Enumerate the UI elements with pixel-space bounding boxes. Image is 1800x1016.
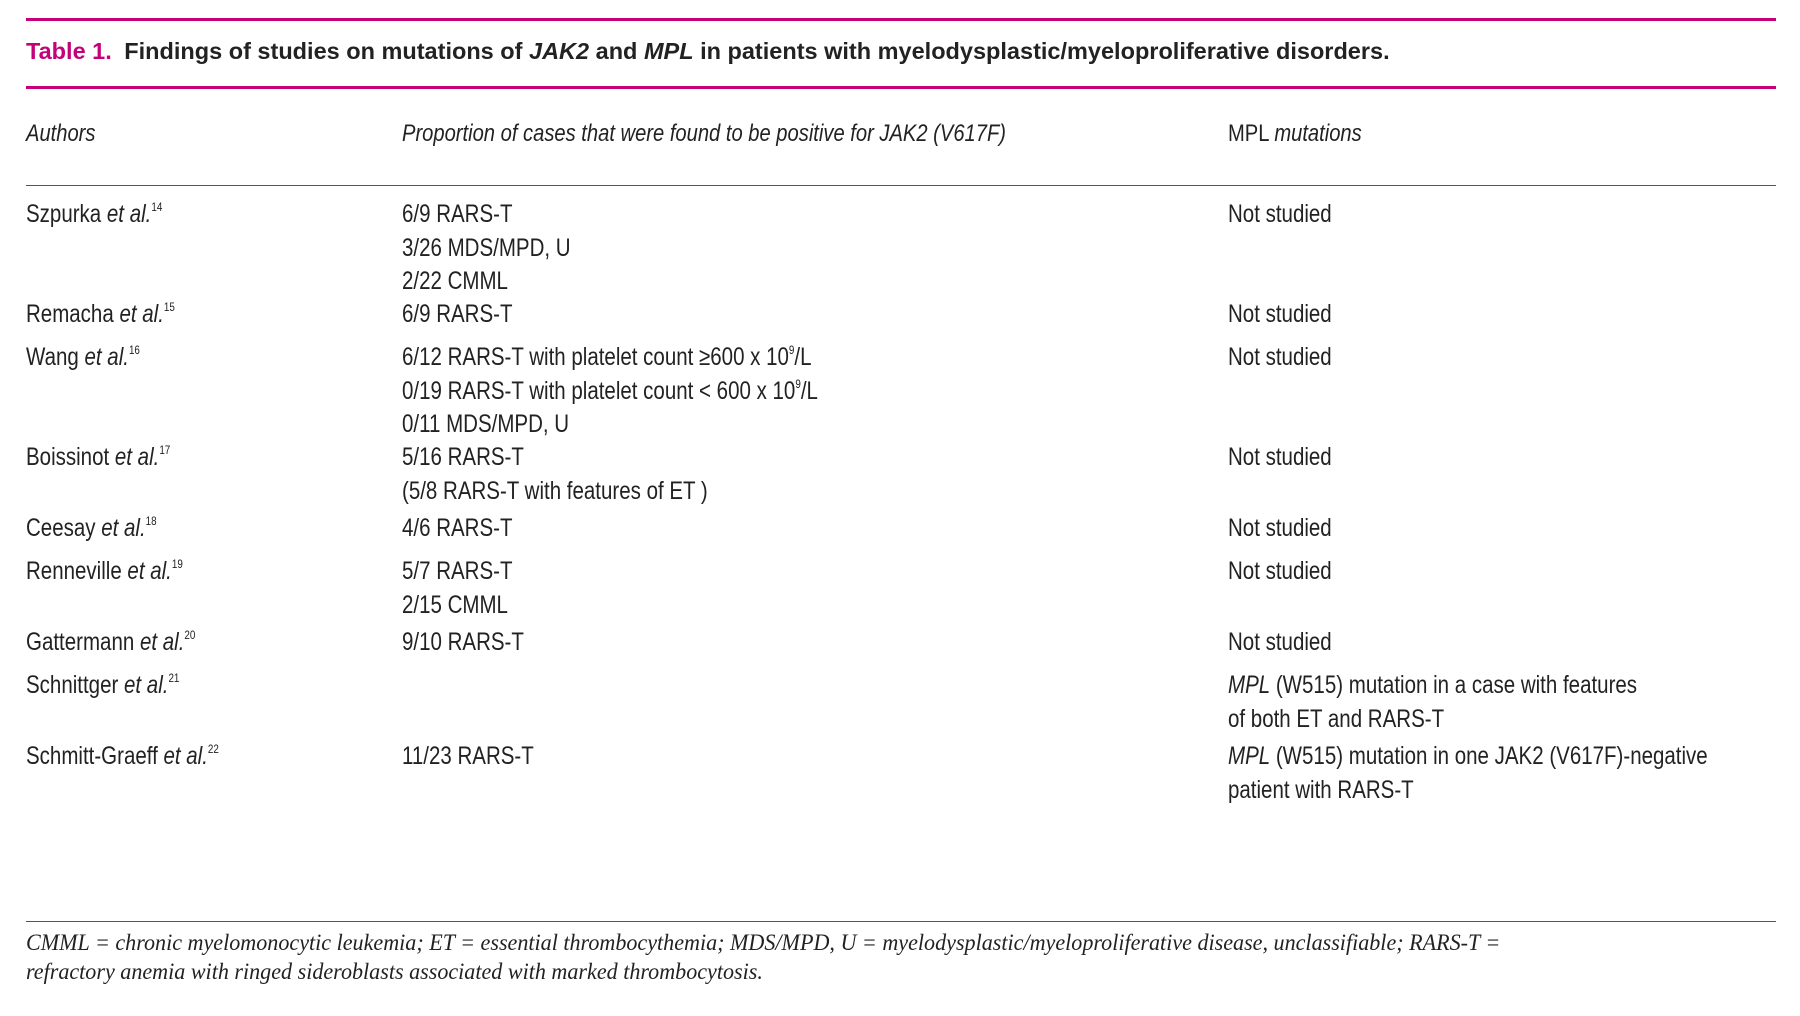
- proportion-line: 3/26 MDS/MPD, U: [402, 233, 571, 262]
- reference-number: 22: [207, 742, 219, 756]
- author-name: Boissinot: [26, 443, 110, 471]
- author-etal: et al.: [163, 742, 208, 770]
- mpl-text: (W515) mutation in one JAK2 (V617F)-negative: [1275, 742, 1708, 770]
- header-authors: [26, 118, 95, 150]
- mpl-text: Not studied: [1228, 443, 1332, 471]
- mpl-line: [1228, 669, 1637, 703]
- author-name: Gattermann: [26, 628, 135, 656]
- author-etal: et al.: [84, 343, 129, 371]
- proportion-cell: [402, 555, 513, 622]
- mpl-cell: [1228, 441, 1332, 475]
- header-rule: [26, 185, 1776, 186]
- proportion-cell: [402, 198, 571, 299]
- proportion-line: 0/11 MDS/MPD, U: [402, 410, 570, 438]
- exponent: 9: [788, 343, 795, 357]
- reference-number: 16: [128, 343, 140, 357]
- reference-number: 15: [163, 300, 175, 314]
- header-proportion: [402, 118, 1006, 150]
- author-etal: et al.: [139, 628, 185, 656]
- table-footnote: [26, 929, 1671, 987]
- proportion-cell: [402, 298, 513, 332]
- caption-top-rule: [26, 18, 1776, 21]
- caption-conj: and: [595, 38, 638, 64]
- mpl-text: Not studied: [1228, 343, 1332, 371]
- author-name: Remacha: [26, 300, 114, 328]
- proportion-line: (5/8 RARS-T with features of ET ): [402, 476, 708, 505]
- proportion-line: 6/9 RARS-T: [402, 300, 513, 328]
- proportion-line: 2/15 CMML: [402, 590, 508, 619]
- mpl-line: [1228, 703, 1637, 737]
- caption-text-after: in patients with myelodysplastic/myeloproliferative disorders.: [700, 38, 1390, 64]
- mpl-line: [1228, 198, 1332, 232]
- author-cell: [26, 298, 175, 332]
- mpl-text: Not studied: [1228, 200, 1332, 228]
- proportion-line: 5/7 RARS-T: [402, 557, 513, 585]
- table-caption: [26, 36, 1776, 66]
- author-cell: [26, 441, 170, 475]
- reference-number: 19: [171, 557, 183, 571]
- mpl-gene: MPL: [1228, 742, 1271, 770]
- mpl-cell: [1228, 512, 1332, 546]
- author-etal: et al.: [119, 300, 164, 328]
- author-name: Wang: [26, 343, 79, 371]
- proportion-cell: [402, 626, 524, 660]
- header-mpl: [1228, 118, 1362, 150]
- mpl-line: [1228, 298, 1332, 332]
- mpl-cell: [1228, 626, 1332, 660]
- mpl-text: Not studied: [1228, 628, 1332, 656]
- author-etal: et al.: [124, 671, 169, 699]
- footnote-rule: [26, 921, 1776, 922]
- mpl-cell: [1228, 341, 1332, 375]
- author-name: Renneville: [26, 557, 122, 585]
- proportion-line: 9/10 RARS-T: [402, 628, 524, 656]
- proportion-unit: /L: [800, 376, 818, 405]
- author-cell: [26, 512, 157, 546]
- proportion-line: 6/9 RARS-T: [402, 200, 513, 228]
- mpl-text: Not studied: [1228, 300, 1332, 328]
- author-cell: [26, 740, 219, 774]
- caption-label: Table 1.: [26, 38, 112, 64]
- exponent: 9: [795, 376, 801, 391]
- proportion-unit: /L: [794, 343, 812, 371]
- proportion-text: 0/19 RARS-T with platelet count < 600 x 10: [402, 376, 796, 405]
- mpl-text: patient with RARS-T: [1228, 775, 1414, 804]
- mpl-line: [1228, 626, 1332, 660]
- author-cell: [26, 198, 162, 232]
- author-etal: et al.: [106, 200, 152, 228]
- mpl-cell: [1228, 198, 1332, 232]
- mpl-cell: [1228, 740, 1708, 807]
- mpl-cell: [1228, 555, 1332, 589]
- author-name: Szpurka: [26, 200, 102, 228]
- proportion-line: 11/23 RARS-T: [402, 742, 534, 770]
- proportion-cell: [402, 341, 818, 442]
- author-cell: [26, 341, 140, 375]
- author-cell: [26, 669, 179, 703]
- proportion-cell: [402, 512, 513, 546]
- author-name: Schmitt-Graeff: [26, 742, 158, 770]
- table-header: [26, 118, 1776, 158]
- reference-number: 14: [151, 200, 163, 214]
- footnote-line: CMML = chronic myelomonocytic leukemia; ET = essential thrombocythemia; MDS/MPD, U = myelodysplastic/myeloproliferative disease, unclassifiable; RARS-T =: [26, 930, 1501, 956]
- author-name: Schnittger: [26, 671, 119, 699]
- mpl-line: [1228, 555, 1332, 589]
- mpl-line: [1228, 740, 1708, 774]
- author-etal: et al.: [127, 557, 172, 585]
- proportion-line: 4/6 RARS-T: [402, 514, 513, 542]
- mpl-line: [1228, 341, 1332, 375]
- mpl-cell: [1228, 669, 1637, 736]
- author-cell: [26, 626, 195, 660]
- proportion-line: 5/16 RARS-T: [402, 443, 524, 471]
- header-mpl-gene: MPL: [1228, 120, 1269, 147]
- proportion-cell: [402, 441, 708, 508]
- mpl-line: [1228, 441, 1332, 475]
- mpl-text: Not studied: [1228, 514, 1332, 542]
- author-etal: et al.: [101, 514, 146, 542]
- proportion-line: 2/22 CMML: [402, 267, 508, 295]
- caption-bottom-rule: [26, 86, 1776, 89]
- reference-number: 17: [159, 443, 171, 457]
- proportion-cell: [402, 740, 534, 774]
- proportion-line: [402, 375, 818, 409]
- header-mpl-rest: mutations: [1274, 120, 1362, 147]
- mpl-gene: MPL: [1228, 671, 1271, 699]
- mpl-text: (W515) mutation in a case with features: [1275, 671, 1638, 699]
- reference-number: 20: [184, 628, 196, 642]
- mpl-cell: [1228, 298, 1332, 332]
- proportion-text: 6/12 RARS-T with platelet count ≥600 x 10: [402, 343, 789, 371]
- reference-number: 18: [145, 514, 157, 528]
- mpl-line: [1228, 512, 1332, 546]
- header-authors-label: Authors: [26, 120, 96, 147]
- mpl-text: of both ET and RARS-T: [1228, 704, 1445, 733]
- footnote-line: refractory anemia with ringed sideroblasts associated with marked thrombocytosis.: [26, 959, 763, 985]
- caption-gene1: JAK2: [529, 38, 590, 64]
- mpl-line: [1228, 774, 1708, 808]
- author-name: Ceesay: [26, 514, 96, 542]
- mpl-text: Not studied: [1228, 557, 1332, 585]
- caption-gene2: MPL: [643, 38, 694, 64]
- author-cell: [26, 555, 183, 589]
- caption-text-before: Findings of studies on mutations of: [124, 38, 523, 64]
- author-etal: et al.: [114, 443, 160, 471]
- header-proportion-label: Proportion of cases that were found to be positive for JAK2 (V617F): [402, 120, 1007, 147]
- reference-number: 21: [168, 671, 180, 685]
- proportion-line: [402, 341, 818, 375]
